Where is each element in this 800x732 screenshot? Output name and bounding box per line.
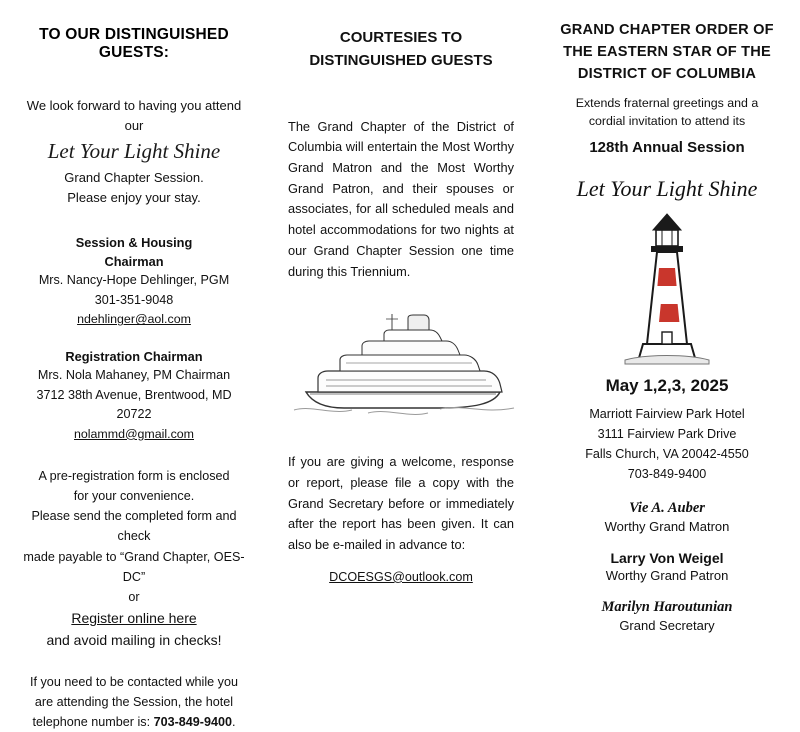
org-title-line3: DISTRICT OF COLUMBIA <box>577 65 757 82</box>
avoid-mailing-text: and avoid mailing in checks! <box>46 632 222 649</box>
contact-line3 <box>22 712 246 732</box>
registration-block <box>22 348 246 444</box>
left-script-motto: Let Your Light Shine <box>47 139 221 163</box>
lighthouse-icon <box>552 208 782 368</box>
report-filing-paragraph: If you are giving a welcome, response or report, please file a copy with the Grand Secretary before or immediately after the report has been given. It can also be e-mailed in advance to: <box>288 454 514 553</box>
housing-contact-email[interactable]: ndehlinger@aol.com <box>77 312 191 327</box>
left-session-line2: Please enjoy your stay. <box>67 190 201 206</box>
prereg-line3: Please send the completed form and check <box>31 509 237 544</box>
hotel-contact-note <box>22 672 246 732</box>
registration-email[interactable]: nolammd@gmail.com <box>74 426 194 441</box>
housing-contact-name: Mrs. Nancy-Hope Dehlinger, PGM <box>38 273 230 288</box>
cruise-ship-icon <box>288 308 514 428</box>
officer-title: Worthy Grand Matron <box>604 519 730 535</box>
invitation-line1: Extends fraternal greetings and a <box>575 95 759 110</box>
officer-name: Vie A. Auber <box>629 500 705 517</box>
registration-contact-name: Mrs. Nola Mahaney, PM Chairman <box>37 368 231 383</box>
courtesies-paragraph: The Grand Chapter of the District of Columbia will entertain the Most Worthy Grand Matron and the Most Worthy Grand Patron, and their spouses or associates, for all scheduled meals and hotel accommodations for two nights at our Grand Chapter Session one time during this Triennium. <box>288 118 514 279</box>
session-date: May 1,2,3, 2025 <box>605 375 729 395</box>
hotel-street: 3111 Fairview Park Drive <box>597 427 737 442</box>
organization-title <box>552 20 782 86</box>
invitation-text <box>552 94 782 131</box>
annual-session-label: 128th Annual Session <box>589 138 745 156</box>
officer-name: Larry Von Weigel <box>610 550 724 567</box>
housing-heading-line1: Session & Housing <box>75 235 193 251</box>
left-lead-text: We look forward to having you attend our <box>26 98 242 133</box>
cover-script-motto: Let Your Light Shine <box>576 175 758 201</box>
hotel-phone-number: 703-849-9400 <box>153 714 233 729</box>
session-housing-block <box>22 234 246 329</box>
housing-heading-line2: Chairman <box>104 253 164 269</box>
panel-cover <box>534 0 800 634</box>
middle-panel-title <box>288 26 514 73</box>
officer-title: Worthy Grand Patron <box>605 568 729 584</box>
panel-courtesies <box>268 0 534 588</box>
contact-line3-pre: telephone number is: <box>32 714 154 729</box>
invitation-line2: cordial invitation to attend its <box>588 114 746 129</box>
panel-guests <box>0 0 268 729</box>
left-panel-title: TO OUR DISTINGUISHED GUESTS: <box>39 26 229 61</box>
officer-grand-secretary <box>552 599 782 633</box>
officer-worthy-grand-patron <box>552 550 782 583</box>
prereg-line4: made payable to “Grand Chapter, OES-DC” <box>23 549 245 584</box>
grand-secretary-email[interactable]: DCOESGS@outlook.com <box>329 569 473 584</box>
officer-name: Marilyn Haroutunian <box>601 599 733 616</box>
officer-title: Grand Secretary <box>619 618 715 634</box>
prereg-or: or <box>128 589 140 604</box>
left-session-line1: Grand Chapter Session. <box>64 170 204 185</box>
contact-line2: are attending the Session, the hotel <box>34 694 234 709</box>
left-session-text <box>22 168 246 208</box>
hotel-city-state-zip: Falls Church, VA 20042-4550 <box>585 447 749 462</box>
hotel-name: Marriott Fairview Park Hotel <box>589 406 745 421</box>
register-online-link[interactable]: Register online here <box>71 609 197 626</box>
prereg-line2: for your convenience. <box>73 489 195 504</box>
contact-line1: If you need to be contacted while you <box>30 674 238 689</box>
prereg-line1: A pre-registration form is enclosed <box>38 468 230 483</box>
middle-title-line1: COURTESIES TO <box>339 29 463 46</box>
middle-title-line2: DISTINGUISHED GUESTS <box>309 52 493 70</box>
housing-contact-phone: 301-351-9048 <box>94 292 174 307</box>
registration-address: 3712 38th Avenue, Brentwood, MD 20722 <box>36 387 232 422</box>
org-title-line1: GRAND CHAPTER ORDER OF <box>560 22 774 38</box>
hotel-phone: 703-849-9400 <box>627 467 707 482</box>
org-title-line2: THE EASTERN STAR OF THE <box>563 43 771 60</box>
registration-heading: Registration Chairman <box>65 348 203 364</box>
hotel-address-block <box>552 404 782 485</box>
officer-worthy-grand-matron <box>552 500 782 534</box>
contact-line3-post: . <box>232 714 236 729</box>
pre-registration-note <box>22 466 246 652</box>
